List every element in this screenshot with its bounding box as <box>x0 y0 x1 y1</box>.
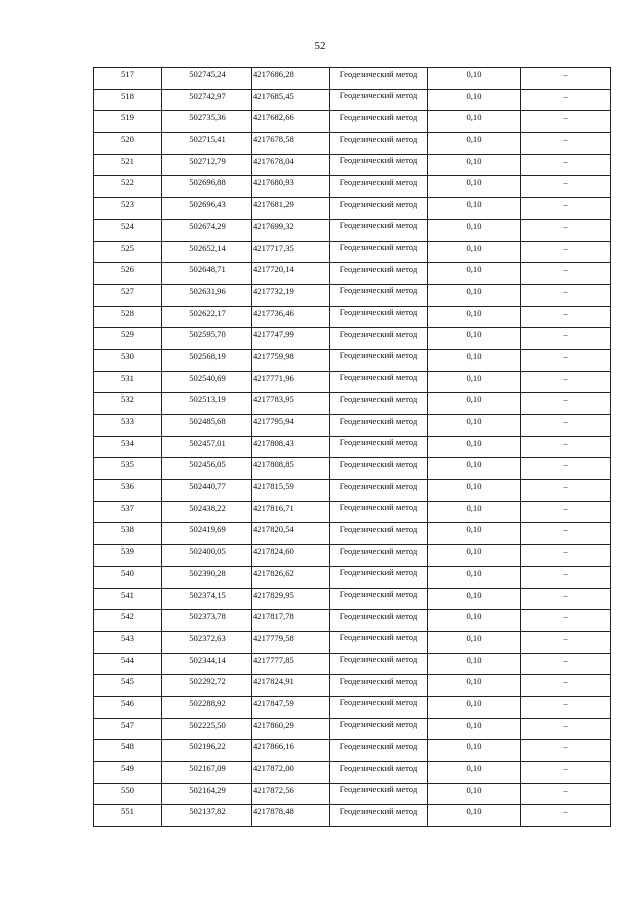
point-number-cell: 537 <box>94 501 162 523</box>
y-coordinate-cell: 4217783,95 <box>252 393 330 415</box>
method-cell: Геодезический метод <box>330 306 428 328</box>
table-row <box>94 68 611 90</box>
y-coordinate-cell: 4217686,28 <box>252 68 330 90</box>
point-number-cell: 549 <box>94 762 162 784</box>
x-coordinate-cell: 502595,70 <box>162 328 252 350</box>
y-coordinate-cell: 4217685,45 <box>252 89 330 111</box>
description-cell: – <box>521 610 611 632</box>
y-coordinate-cell: 4217720,14 <box>252 263 330 285</box>
y-coordinate-cell: 4217680,93 <box>252 176 330 198</box>
point-number-cell: 518 <box>94 89 162 111</box>
method-cell: Геодезический метод <box>330 523 428 545</box>
accuracy-cell: 0,10 <box>428 480 521 502</box>
method-cell: Геодезический метод <box>330 588 428 610</box>
table-row <box>94 566 611 588</box>
method-cell: Геодезический метод <box>330 349 428 371</box>
y-coordinate-cell: 4217759,98 <box>252 349 330 371</box>
page-number: 52 <box>314 40 326 52</box>
point-number-cell: 541 <box>94 588 162 610</box>
table-row <box>94 610 611 632</box>
description-cell: – <box>521 198 611 220</box>
description-cell: – <box>521 133 611 155</box>
description-cell: – <box>521 284 611 306</box>
y-coordinate-cell: 4217847,59 <box>252 696 330 718</box>
x-coordinate-cell: 502137,82 <box>162 805 252 827</box>
accuracy-cell: 0,10 <box>428 198 521 220</box>
method-cell: Геодезический метод <box>330 545 428 567</box>
x-coordinate-cell: 502288,92 <box>162 696 252 718</box>
point-number-cell: 535 <box>94 458 162 480</box>
description-cell: – <box>521 371 611 393</box>
x-coordinate-cell: 502373,78 <box>162 610 252 632</box>
x-coordinate-cell: 502225,50 <box>162 718 252 740</box>
y-coordinate-cell: 4217872,56 <box>252 783 330 805</box>
table-row <box>94 718 611 740</box>
description-cell: – <box>521 436 611 458</box>
table-row <box>94 696 611 718</box>
method-cell: Геодезический метод <box>330 783 428 805</box>
point-number-cell: 540 <box>94 566 162 588</box>
accuracy-cell: 0,10 <box>428 111 521 133</box>
method-cell: Геодезический метод <box>330 458 428 480</box>
table-row <box>94 176 611 198</box>
table-row <box>94 436 611 458</box>
y-coordinate-cell: 4217699,32 <box>252 219 330 241</box>
method-cell: Геодезический метод <box>330 631 428 653</box>
table-row <box>94 111 611 133</box>
description-cell: – <box>521 653 611 675</box>
x-coordinate-cell: 502696,88 <box>162 176 252 198</box>
method-cell: Геодезический метод <box>330 111 428 133</box>
table-row <box>94 631 611 653</box>
method-cell: Геодезический метод <box>330 805 428 827</box>
point-number-cell: 543 <box>94 631 162 653</box>
x-coordinate-cell: 502164,29 <box>162 783 252 805</box>
x-coordinate-cell: 502400,05 <box>162 545 252 567</box>
table-row <box>94 653 611 675</box>
point-number-cell: 531 <box>94 371 162 393</box>
x-coordinate-cell: 502485,68 <box>162 415 252 437</box>
y-coordinate-cell: 4217808,43 <box>252 436 330 458</box>
point-number-cell: 542 <box>94 610 162 632</box>
accuracy-cell: 0,10 <box>428 545 521 567</box>
point-number-cell: 520 <box>94 133 162 155</box>
point-number-cell: 519 <box>94 111 162 133</box>
point-number-cell: 526 <box>94 263 162 285</box>
description-cell: – <box>521 740 611 762</box>
x-coordinate-cell: 502742,97 <box>162 89 252 111</box>
point-number-cell: 539 <box>94 545 162 567</box>
x-coordinate-cell: 502196,22 <box>162 740 252 762</box>
x-coordinate-cell: 502696,43 <box>162 198 252 220</box>
description-cell: – <box>521 328 611 350</box>
point-number-cell: 521 <box>94 154 162 176</box>
table-row <box>94 783 611 805</box>
method-cell: Геодезический метод <box>330 219 428 241</box>
table-row <box>94 805 611 827</box>
table-row <box>94 306 611 328</box>
method-cell: Геодезический метод <box>330 675 428 697</box>
accuracy-cell: 0,10 <box>428 371 521 393</box>
point-number-cell: 530 <box>94 349 162 371</box>
y-coordinate-cell: 4217682,66 <box>252 111 330 133</box>
y-coordinate-cell: 4217678,04 <box>252 154 330 176</box>
description-cell: – <box>521 566 611 588</box>
description-cell: – <box>521 480 611 502</box>
y-coordinate-cell: 4217866,16 <box>252 740 330 762</box>
method-cell: Геодезический метод <box>330 263 428 285</box>
accuracy-cell: 0,10 <box>428 68 521 90</box>
y-coordinate-cell: 4217678,58 <box>252 133 330 155</box>
point-number-cell: 534 <box>94 436 162 458</box>
x-coordinate-cell: 502715,41 <box>162 133 252 155</box>
y-coordinate-cell: 4217816,71 <box>252 501 330 523</box>
method-cell: Геодезический метод <box>330 133 428 155</box>
table-row <box>94 371 611 393</box>
description-cell: – <box>521 631 611 653</box>
x-coordinate-cell: 502735,36 <box>162 111 252 133</box>
x-coordinate-cell: 502374,15 <box>162 588 252 610</box>
accuracy-cell: 0,10 <box>428 653 521 675</box>
x-coordinate-cell: 502457,01 <box>162 436 252 458</box>
y-coordinate-cell: 4217777,85 <box>252 653 330 675</box>
y-coordinate-cell: 4217736,46 <box>252 306 330 328</box>
accuracy-cell: 0,10 <box>428 241 521 263</box>
description-cell: – <box>521 415 611 437</box>
accuracy-cell: 0,10 <box>428 328 521 350</box>
point-number-cell: 529 <box>94 328 162 350</box>
accuracy-cell: 0,10 <box>428 762 521 784</box>
table-row <box>94 328 611 350</box>
x-coordinate-cell: 502456,05 <box>162 458 252 480</box>
table-row <box>94 415 611 437</box>
method-cell: Геодезический метод <box>330 371 428 393</box>
accuracy-cell: 0,10 <box>428 263 521 285</box>
accuracy-cell: 0,10 <box>428 436 521 458</box>
point-number-cell: 546 <box>94 696 162 718</box>
accuracy-cell: 0,10 <box>428 523 521 545</box>
x-coordinate-cell: 502631,96 <box>162 284 252 306</box>
point-number-cell: 532 <box>94 393 162 415</box>
description-cell: – <box>521 393 611 415</box>
method-cell: Геодезический метод <box>330 89 428 111</box>
point-number-cell: 517 <box>94 68 162 90</box>
point-number-cell: 547 <box>94 718 162 740</box>
description-cell: – <box>521 263 611 285</box>
point-number-cell: 523 <box>94 198 162 220</box>
x-coordinate-cell: 502648,71 <box>162 263 252 285</box>
description-cell: – <box>521 458 611 480</box>
x-coordinate-cell: 502292,72 <box>162 675 252 697</box>
coordinates-table-body <box>94 68 611 827</box>
description-cell: – <box>521 68 611 90</box>
accuracy-cell: 0,10 <box>428 89 521 111</box>
point-number-cell: 538 <box>94 523 162 545</box>
y-coordinate-cell: 4217878,48 <box>252 805 330 827</box>
accuracy-cell: 0,10 <box>428 566 521 588</box>
accuracy-cell: 0,10 <box>428 393 521 415</box>
table-row <box>94 133 611 155</box>
method-cell: Геодезический метод <box>330 740 428 762</box>
method-cell: Геодезический метод <box>330 566 428 588</box>
accuracy-cell: 0,10 <box>428 675 521 697</box>
table-row <box>94 89 611 111</box>
y-coordinate-cell: 4217860,29 <box>252 718 330 740</box>
x-coordinate-cell: 502745,24 <box>162 68 252 90</box>
point-number-cell: 527 <box>94 284 162 306</box>
description-cell: – <box>521 501 611 523</box>
y-coordinate-cell: 4217732,19 <box>252 284 330 306</box>
table-row <box>94 284 611 306</box>
table-row <box>94 480 611 502</box>
method-cell: Геодезический метод <box>330 653 428 675</box>
method-cell: Геодезический метод <box>330 176 428 198</box>
point-number-cell: 545 <box>94 675 162 697</box>
point-number-cell: 524 <box>94 219 162 241</box>
y-coordinate-cell: 4217747,99 <box>252 328 330 350</box>
method-cell: Геодезический метод <box>330 610 428 632</box>
y-coordinate-cell: 4217808,85 <box>252 458 330 480</box>
point-number-cell: 525 <box>94 241 162 263</box>
method-cell: Геодезический метод <box>330 762 428 784</box>
x-coordinate-cell: 502167,09 <box>162 762 252 784</box>
method-cell: Геодезический метод <box>330 436 428 458</box>
accuracy-cell: 0,10 <box>428 610 521 632</box>
y-coordinate-cell: 4217820,54 <box>252 523 330 545</box>
point-number-cell: 533 <box>94 415 162 437</box>
x-coordinate-cell: 502568,19 <box>162 349 252 371</box>
method-cell: Геодезический метод <box>330 68 428 90</box>
y-coordinate-cell: 4217872,00 <box>252 762 330 784</box>
point-number-cell: 522 <box>94 176 162 198</box>
table-row <box>94 762 611 784</box>
table-row <box>94 154 611 176</box>
y-coordinate-cell: 4217779,58 <box>252 631 330 653</box>
method-cell: Геодезический метод <box>330 501 428 523</box>
accuracy-cell: 0,10 <box>428 219 521 241</box>
y-coordinate-cell: 4217681,29 <box>252 198 330 220</box>
description-cell: – <box>521 176 611 198</box>
point-number-cell: 551 <box>94 805 162 827</box>
description-cell: – <box>521 805 611 827</box>
x-coordinate-cell: 502652,14 <box>162 241 252 263</box>
x-coordinate-cell: 502438,22 <box>162 501 252 523</box>
table-row <box>94 393 611 415</box>
accuracy-cell: 0,10 <box>428 501 521 523</box>
x-coordinate-cell: 502372,63 <box>162 631 252 653</box>
accuracy-cell: 0,10 <box>428 588 521 610</box>
description-cell: – <box>521 762 611 784</box>
table-row <box>94 523 611 545</box>
y-coordinate-cell: 4217717,35 <box>252 241 330 263</box>
table-row <box>94 675 611 697</box>
description-cell: – <box>521 111 611 133</box>
table-row <box>94 740 611 762</box>
point-number-cell: 544 <box>94 653 162 675</box>
y-coordinate-cell: 4217829,95 <box>252 588 330 610</box>
accuracy-cell: 0,10 <box>428 805 521 827</box>
description-cell: – <box>521 349 611 371</box>
y-coordinate-cell: 4217824,60 <box>252 545 330 567</box>
table-row <box>94 458 611 480</box>
method-cell: Геодезический метод <box>330 415 428 437</box>
accuracy-cell: 0,10 <box>428 306 521 328</box>
method-cell: Геодезический метод <box>330 480 428 502</box>
table-row <box>94 263 611 285</box>
accuracy-cell: 0,10 <box>428 133 521 155</box>
y-coordinate-cell: 4217795,94 <box>252 415 330 437</box>
accuracy-cell: 0,10 <box>428 284 521 306</box>
x-coordinate-cell: 502440,77 <box>162 480 252 502</box>
description-cell: – <box>521 89 611 111</box>
description-cell: – <box>521 154 611 176</box>
description-cell: – <box>521 696 611 718</box>
accuracy-cell: 0,10 <box>428 783 521 805</box>
y-coordinate-cell: 4217815,59 <box>252 480 330 502</box>
description-cell: – <box>521 241 611 263</box>
x-coordinate-cell: 502622,17 <box>162 306 252 328</box>
description-cell: – <box>521 523 611 545</box>
method-cell: Геодезический метод <box>330 241 428 263</box>
description-cell: – <box>521 219 611 241</box>
description-cell: – <box>521 306 611 328</box>
point-number-cell: 528 <box>94 306 162 328</box>
accuracy-cell: 0,10 <box>428 458 521 480</box>
description-cell: – <box>521 545 611 567</box>
accuracy-cell: 0,10 <box>428 696 521 718</box>
y-coordinate-cell: 4217826,62 <box>252 566 330 588</box>
x-coordinate-cell: 502540,69 <box>162 371 252 393</box>
description-cell: – <box>521 718 611 740</box>
accuracy-cell: 0,10 <box>428 740 521 762</box>
table-row <box>94 545 611 567</box>
method-cell: Геодезический метод <box>330 154 428 176</box>
y-coordinate-cell: 4217824,91 <box>252 675 330 697</box>
table-row <box>94 198 611 220</box>
method-cell: Геодезический метод <box>330 718 428 740</box>
x-coordinate-cell: 502344,14 <box>162 653 252 675</box>
table-row <box>94 501 611 523</box>
coordinates-table <box>93 67 611 827</box>
method-cell: Геодезический метод <box>330 393 428 415</box>
x-coordinate-cell: 502712,79 <box>162 154 252 176</box>
accuracy-cell: 0,10 <box>428 718 521 740</box>
method-cell: Геодезический метод <box>330 696 428 718</box>
description-cell: – <box>521 675 611 697</box>
accuracy-cell: 0,10 <box>428 631 521 653</box>
point-number-cell: 550 <box>94 783 162 805</box>
x-coordinate-cell: 502674,29 <box>162 219 252 241</box>
x-coordinate-cell: 502419,69 <box>162 523 252 545</box>
accuracy-cell: 0,10 <box>428 176 521 198</box>
table-row <box>94 349 611 371</box>
accuracy-cell: 0,10 <box>428 415 521 437</box>
accuracy-cell: 0,10 <box>428 154 521 176</box>
y-coordinate-cell: 4217817,78 <box>252 610 330 632</box>
method-cell: Геодезический метод <box>330 284 428 306</box>
table-row <box>94 588 611 610</box>
point-number-cell: 548 <box>94 740 162 762</box>
description-cell: – <box>521 783 611 805</box>
method-cell: Геодезический метод <box>330 328 428 350</box>
x-coordinate-cell: 502390,28 <box>162 566 252 588</box>
x-coordinate-cell: 502513,19 <box>162 393 252 415</box>
description-cell: – <box>521 588 611 610</box>
y-coordinate-cell: 4217771,96 <box>252 371 330 393</box>
table-row <box>94 219 611 241</box>
method-cell: Геодезический метод <box>330 198 428 220</box>
accuracy-cell: 0,10 <box>428 349 521 371</box>
point-number-cell: 536 <box>94 480 162 502</box>
table-row <box>94 241 611 263</box>
